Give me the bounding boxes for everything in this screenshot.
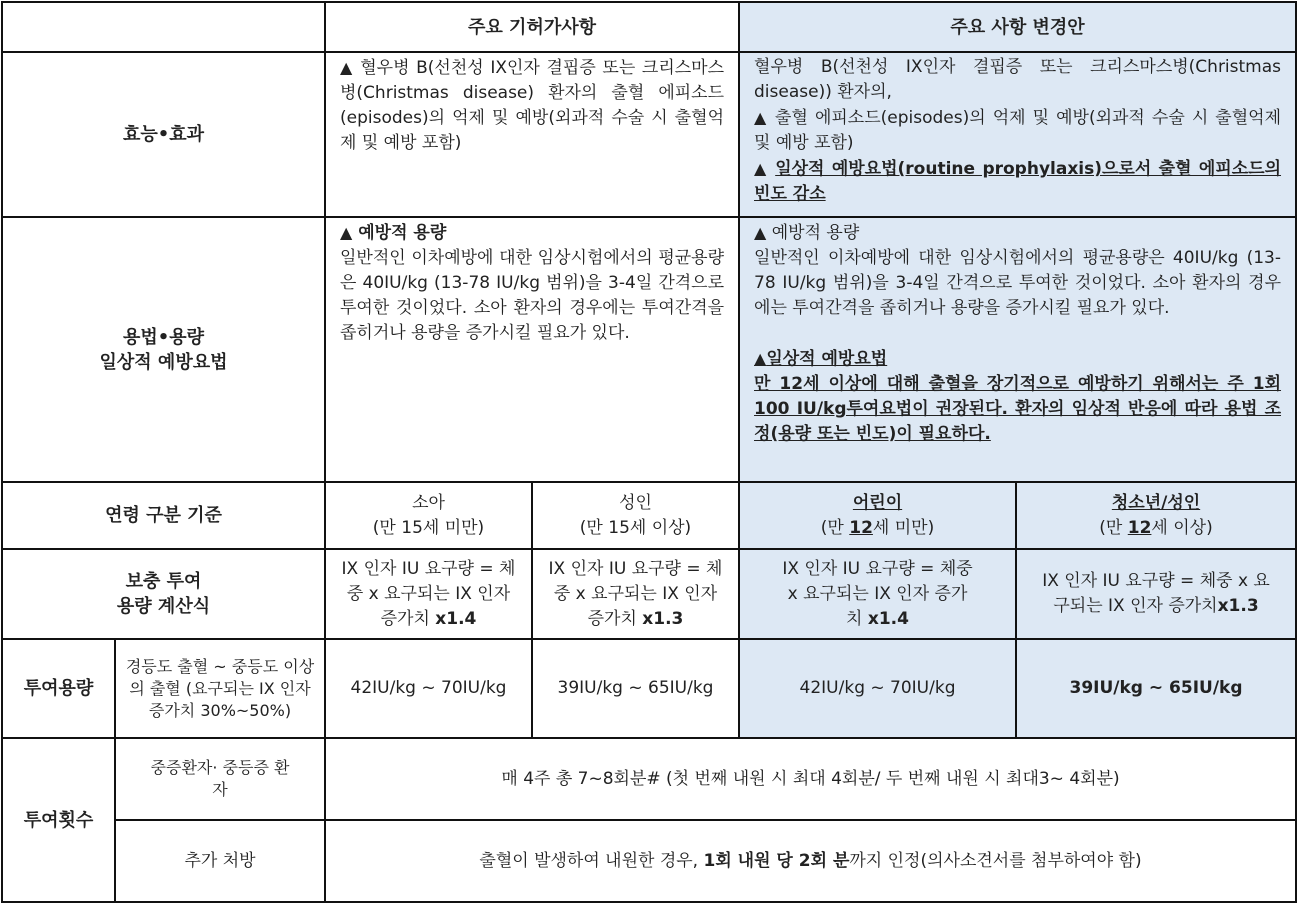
- routine-prophylaxis-body: 만 12세 이상에 대해 출혈을 장기적으로 예방하기 위해서는 주 1회 100 IU/kg투여요법이 권장된다. 환자의 임상적 반응에 따라 용법 조정(용량 또는 빈도)이 필요하다.: [754, 374, 1282, 444]
- bullet-marker: ▲: [754, 159, 768, 178]
- formula-new-child: IX 인자 IU 요구량 = 체중 x 요구되는 IX 인자 증가치 x1.4: [739, 549, 1016, 639]
- age-label: 연령 구분 기준: [2, 482, 325, 549]
- age-new-adult-title: 청소년/성인: [1111, 492, 1201, 513]
- dosage-label-line1: 용법•용량: [122, 326, 205, 348]
- bullet-marker: ▲: [754, 349, 767, 368]
- efficacy-proposed-line3-text: 일상적 예방요법(routine prophylaxis)으로서 출혈 에피소드의 빈도 감소: [754, 159, 1282, 204]
- frequency-row2-value: 출혈이 발생하여 내원한 경우, 1회 내원 당 2회 분까지 인정(의사소견서를 첨부하여야 함): [325, 820, 1296, 902]
- age-new-child-title: 어린이: [852, 492, 903, 513]
- age-current-child: [325, 482, 532, 549]
- frequency-row1-value: 매 4주 총 7~8회분# (첫 번째 내원 시 최대 4회분/ 두 번째 내원 시 최대3~ 4회분): [325, 738, 1296, 820]
- age-current-adult-title: 성인: [619, 492, 652, 513]
- age-current-adult-sub: (만 15세 이상): [579, 517, 692, 538]
- formula-current-child: IX 인자 IU 요구량 = 체중 x 요구되는 IX 인자 증가치 x1.4: [325, 549, 532, 639]
- efficacy-proposed: [739, 52, 1296, 217]
- bullet-marker: ▲: [754, 108, 768, 127]
- efficacy-label: 효능•효과: [2, 52, 325, 217]
- formula-new-adult: IX 인자 IU 요구량 = 체중 x 요구되는 IX 인자 증가치x1.3: [1016, 549, 1296, 639]
- dosage-proposed-body: 일반적인 이차예방에 대한 임상시험에서의 평균용량은 40IU/kg (13-78 IU/kg 범위)을 3-4일 간격으로 투여한 것이었다. 소아 환자의 경우에는 투여간격을 좁히거나 용량을 증가시킬 필요가 있다.: [754, 248, 1282, 318]
- efficacy-proposed-line2: [754, 105, 1281, 156]
- dosage-label: [2, 217, 325, 482]
- efficacy-proposed-line3: [754, 156, 1281, 207]
- dosage-label-line2: 일상적 예방요법: [99, 351, 228, 373]
- dose-current-adult: 39IU/kg ~ 65IU/kg: [532, 639, 739, 738]
- header-proposed: 주요 사항 변경안: [739, 2, 1296, 52]
- bullet-marker: ▲: [340, 223, 353, 242]
- efficacy-current: [325, 52, 739, 217]
- dose-sub-label: 경등도 출혈 ~ 중등도 이상의 출혈 (요구되는 IX 인자 증가치 30%~50%): [115, 639, 325, 738]
- formula-current-adult: IX 인자 IU 요구량 = 체중 x 요구되는 IX 인자 증가치 x1.3: [532, 549, 739, 639]
- dose-label: 투여용량: [2, 639, 115, 738]
- age-new-adult-sub: (만 12세 이상): [1099, 517, 1213, 538]
- age-current-child-sub: (만 15세 미만): [372, 517, 485, 538]
- bullet-marker: ▲: [340, 58, 354, 77]
- dose-current-child: 42IU/kg ~ 70IU/kg: [325, 639, 532, 738]
- routine-prophylaxis-heading: 일상적 예방요법: [766, 349, 888, 369]
- frequency-row2-label: 추가 처방: [115, 820, 325, 902]
- age-current-child-title: 소아: [412, 492, 445, 513]
- frequency-row1-label: 중증환자· 중등증 환자: [115, 738, 325, 820]
- frequency-label: 투여횟수: [2, 738, 115, 902]
- dosage-proposed: [739, 217, 1296, 482]
- age-new-child: [739, 482, 1016, 549]
- corner-cell: [2, 2, 325, 52]
- dosage-current-heading: 예방적 용량: [358, 223, 447, 243]
- age-current-adult: [532, 482, 739, 549]
- formula-label-line2: 용량 계산식: [116, 596, 211, 617]
- dosage-current: [325, 217, 739, 482]
- age-new-child-sub: (만 12세 미만): [820, 517, 935, 538]
- bullet-marker: ▲: [754, 223, 767, 242]
- dosage-proposed-heading: 예방적 용량: [771, 223, 860, 243]
- efficacy-proposed-line1: 혈우병 B(선천성 IX인자 결핍증 또는 크리스마스병(Christmas disease)) 환자의,: [754, 57, 1282, 102]
- dosage-current-body: 일반적인 이차예방에 대한 임상시험에서의 평균용량은 40IU/kg (13-78 IU/kg 범위)을 3-4일 간격으로 투여한 것이었다. 소아 환자의 경우에는 투여간격을 좁히거나 용량을 증가시킬 필요가 있다.: [340, 248, 725, 343]
- efficacy-current-text: 혈우병 B(선천성 IX인자 결핍증 또는 크리스마스병(Christmas disease) 환자의 출혈 에피소드(episodes)의 억제 및 예방(외과적 수술 시 출혈억제 및 예방 포함): [340, 58, 725, 153]
- age-new-adult: [1016, 482, 1296, 549]
- formula-label: [2, 549, 325, 639]
- comparison-table: [1, 1, 1297, 903]
- dose-new-adult: 39IU/kg ~ 65IU/kg: [1016, 639, 1296, 738]
- dose-new-child: 42IU/kg ~ 70IU/kg: [739, 639, 1016, 738]
- efficacy-proposed-line2-text: 출혈 에피소드(episodes)의 억제 및 예방(외과적 수술 시 출혈억제 및 예방 포함): [754, 108, 1281, 153]
- formula-label-line1: 보충 투여: [125, 571, 202, 592]
- header-current: 주요 기허가사항: [325, 2, 739, 52]
